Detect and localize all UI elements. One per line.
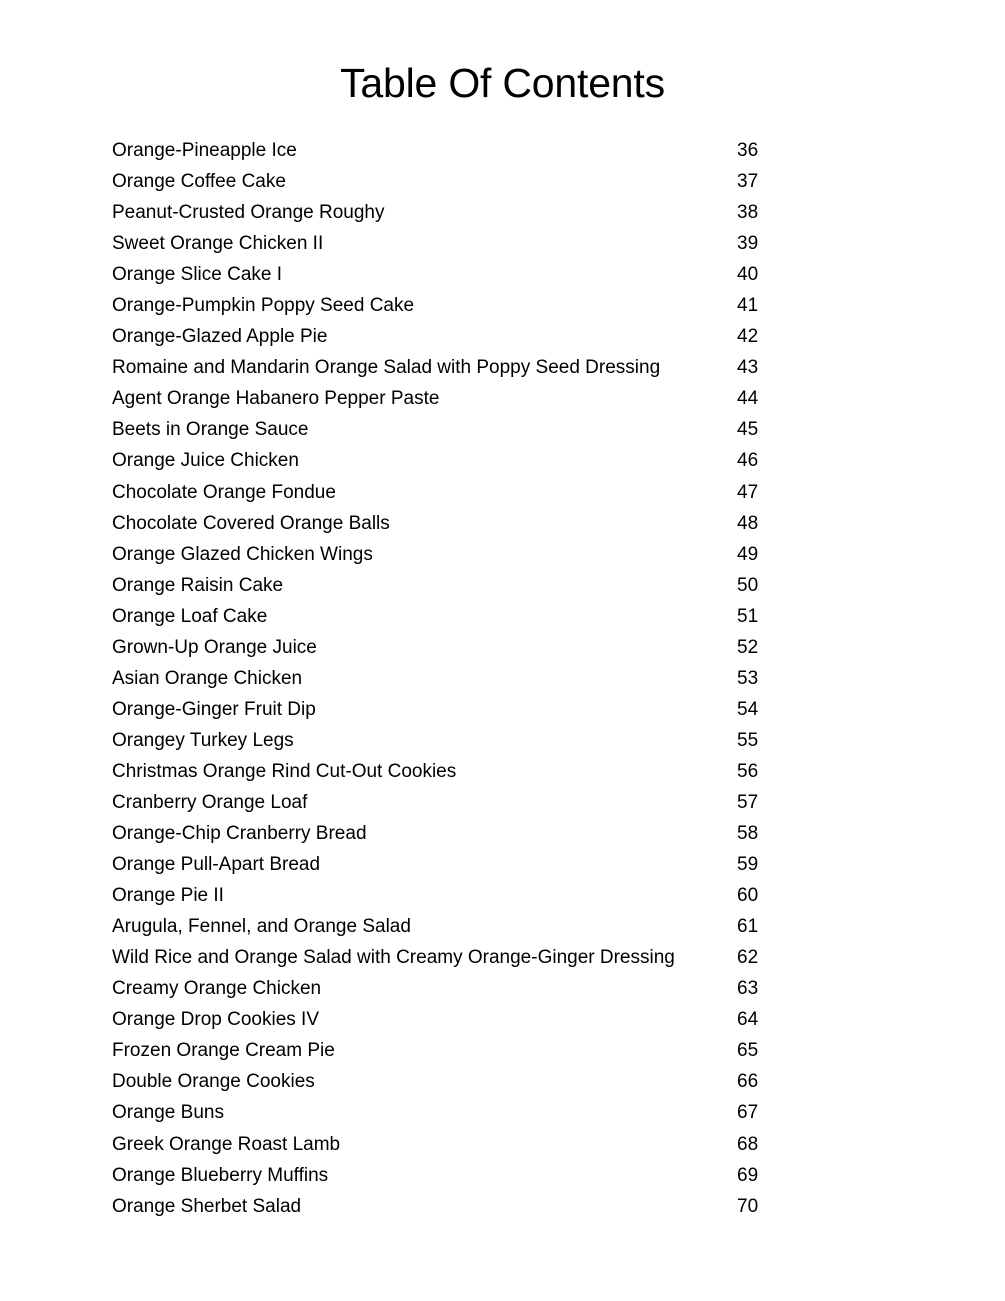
toc-entry[interactable] [112, 290, 792, 321]
toc-entry-page: 48 [737, 512, 759, 534]
toc-entry-title: Orangey Turkey Legs [112, 729, 294, 751]
toc-entry[interactable] [112, 166, 792, 197]
toc-entry-page: 65 [737, 1040, 759, 1062]
toc-entry[interactable] [112, 508, 792, 539]
toc-entry-page: 41 [737, 295, 759, 317]
toc-entry[interactable] [112, 818, 792, 849]
toc-entry-page: 54 [737, 698, 759, 720]
toc-entry[interactable] [112, 787, 792, 818]
toc-entry-title: Orange Buns [112, 1102, 224, 1124]
toc-entry[interactable] [112, 911, 792, 942]
toc-entry-page: 49 [737, 543, 759, 565]
toc-entry-title: Orange-Glazed Apple Pie [112, 326, 328, 348]
toc-entry-title: Agent Orange Habanero Pepper Paste [112, 388, 440, 410]
toc-entry-page: 37 [737, 171, 759, 193]
toc-entry-title: Orange Juice Chicken [112, 450, 299, 472]
toc-entry-page: 66 [737, 1071, 759, 1093]
toc-entry[interactable] [112, 539, 792, 570]
toc-entry-page: 40 [737, 264, 759, 286]
toc-entry-title: Christmas Orange Rind Cut-Out Cookies [112, 760, 457, 782]
toc-entry[interactable] [112, 445, 792, 476]
toc-entry-page: 36 [737, 140, 759, 161]
toc-entry-page: 68 [737, 1133, 759, 1155]
toc-entry[interactable] [112, 1097, 792, 1128]
toc-entry-title: Grown-Up Orange Juice [112, 636, 317, 658]
toc-entry-title: Double Orange Cookies [112, 1071, 315, 1093]
table-of-contents [112, 135, 792, 1222]
toc-entry-title: Chocolate Covered Orange Balls [112, 512, 390, 534]
toc-entry-page: 45 [737, 419, 759, 441]
toc-entry-title: Orange Blueberry Muffins [112, 1164, 329, 1186]
toc-entry[interactable] [112, 1129, 792, 1160]
toc-entry[interactable] [112, 1004, 792, 1035]
page-title: Table Of Contents [340, 60, 665, 106]
toc-entry-page: 62 [737, 947, 759, 969]
toc-entry-page: 44 [737, 388, 759, 410]
toc-entry-page: 64 [737, 1009, 759, 1031]
toc-entry-page: 60 [737, 885, 759, 907]
toc-entry-title: Orange Sherbet Salad [112, 1195, 302, 1217]
toc-entry-page: 39 [737, 233, 759, 255]
toc-entry[interactable] [112, 1160, 792, 1191]
toc-entry-title: Peanut-Crusted Orange Roughy [112, 202, 385, 224]
toc-entry-title: Arugula, Fennel, and Orange Salad [112, 916, 411, 938]
toc-entry-page: 52 [737, 636, 759, 658]
toc-entry-title: Orange-Pumpkin Poppy Seed Cake [112, 295, 415, 317]
toc-entry-title: Creamy Orange Chicken [112, 978, 322, 1000]
toc-entry[interactable] [112, 663, 792, 694]
toc-entry-page: 58 [737, 823, 759, 845]
toc-entry[interactable] [112, 601, 792, 632]
toc-entry-page: 53 [737, 667, 759, 689]
toc-entry-title: Cranberry Orange Loaf [112, 791, 308, 813]
toc-entry[interactable] [112, 1191, 792, 1222]
toc-entry-page: 42 [737, 326, 759, 348]
toc-entry-title: Romaine and Mandarin Orange Salad with Poppy Seed Dressing [112, 357, 661, 379]
toc-entry[interactable] [112, 135, 792, 166]
toc-entry-page: 59 [737, 854, 759, 876]
toc-entry-title: Greek Orange Roast Lamb [112, 1133, 341, 1155]
toc-entry[interactable] [112, 942, 792, 973]
toc-entry[interactable] [112, 756, 792, 787]
toc-entry-title: Orange Slice Cake I [112, 264, 283, 286]
toc-entry[interactable] [112, 414, 792, 445]
toc-entry-title: Orange-Pineapple Ice [112, 140, 297, 161]
toc-entry[interactable] [112, 197, 792, 228]
toc-entry-title: Orange-Chip Cranberry Bread [112, 823, 367, 845]
toc-entry-title: Orange Glazed Chicken Wings [112, 543, 373, 565]
toc-entry-page: 69 [737, 1164, 759, 1186]
toc-entry-title: Beets in Orange Sauce [112, 419, 309, 441]
toc-entry-page: 47 [737, 481, 759, 503]
toc-entry-title: Chocolate Orange Fondue [112, 481, 336, 503]
toc-entry-title: Orange Loaf Cake [112, 605, 268, 627]
toc-entry[interactable] [112, 694, 792, 725]
toc-entry[interactable] [112, 228, 792, 259]
toc-entry-page: 70 [737, 1195, 759, 1217]
toc-entry-title: Sweet Orange Chicken II [112, 233, 324, 255]
toc-entry[interactable] [112, 849, 792, 880]
toc-entry-title: Orange Coffee Cake [112, 171, 286, 193]
toc-entry-page: 55 [737, 729, 759, 751]
toc-entry[interactable] [112, 632, 792, 663]
toc-entry-page: 61 [737, 916, 759, 938]
toc-entry-title: Orange-Ginger Fruit Dip [112, 698, 316, 720]
toc-entry-title: Frozen Orange Cream Pie [112, 1040, 335, 1062]
toc-entry-page: 43 [737, 357, 759, 379]
toc-entry-page: 50 [737, 574, 759, 596]
toc-entry[interactable] [112, 259, 792, 290]
toc-entry[interactable] [112, 570, 792, 601]
toc-entry-page: 56 [737, 760, 759, 782]
toc-entry-page: 46 [737, 450, 759, 472]
toc-entry-page: 51 [737, 605, 759, 627]
toc-entry-title: Orange Pie II [112, 885, 224, 907]
toc-entry-page: 57 [737, 791, 759, 813]
toc-entry[interactable] [112, 973, 792, 1004]
toc-entry-page: 67 [737, 1102, 759, 1124]
toc-entry-title: Orange Raisin Cake [112, 574, 284, 596]
toc-entry-title: Wild Rice and Orange Salad with Creamy Orange-Ginger Dressing [112, 947, 675, 969]
toc-entry[interactable] [112, 352, 792, 383]
toc-entry[interactable] [112, 725, 792, 756]
toc-entry[interactable] [112, 1035, 792, 1066]
toc-entry[interactable] [112, 477, 792, 508]
toc-entry-page: 38 [737, 202, 759, 224]
toc-entry[interactable] [112, 880, 792, 911]
toc-entry-title: Asian Orange Chicken [112, 667, 303, 689]
toc-entry[interactable] [112, 321, 792, 352]
toc-entry-title: Orange Drop Cookies IV [112, 1009, 319, 1031]
toc-entry[interactable] [112, 1066, 792, 1097]
toc-entry-page: 63 [737, 978, 759, 1000]
toc-entry-title: Orange Pull-Apart Bread [112, 854, 321, 876]
toc-entry[interactable] [112, 383, 792, 414]
